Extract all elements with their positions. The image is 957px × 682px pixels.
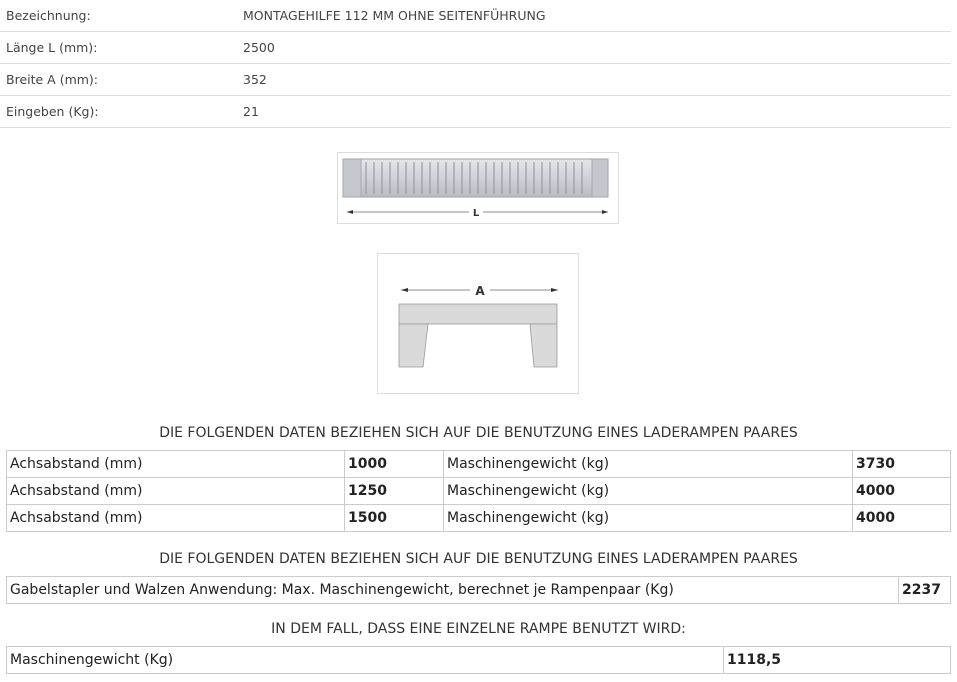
spec-row-laenge <box>0 32 951 64</box>
machine-weight-label: Maschinengewicht (kg) <box>444 505 853 532</box>
table-row <box>7 647 951 674</box>
machine-weight-label: Maschinengewicht (kg) <box>444 451 853 478</box>
section2-heading: DIE FOLGENDEN DATEN BEZIEHEN SICH AUF DIE BENUTZUNG EINES LADERAMPEN PAARES <box>159 551 798 567</box>
axle-label: Achsabstand (mm) <box>7 478 345 505</box>
spec-label: Bezeichnung: <box>6 8 91 23</box>
section3-heading: IN DEM FALL, DASS EINE EINZELNE RAMPE BENUTZT WIRD: <box>271 621 686 637</box>
length-letter: L <box>472 208 480 219</box>
table-row <box>7 451 951 478</box>
single-ramp-label: Maschinengewicht (Kg) <box>7 647 724 674</box>
ramp-cross-section-drawing <box>378 254 578 393</box>
ramp-length-diagram <box>337 152 619 224</box>
axle-label: Achsabstand (mm) <box>7 451 345 478</box>
table-row <box>7 577 951 604</box>
spec-value: 21 <box>243 104 259 119</box>
axle-value: 1250 <box>345 478 444 505</box>
axle-value: 1000 <box>345 451 444 478</box>
spec-row-breite <box>0 64 951 96</box>
spec-value: 2500 <box>243 40 275 55</box>
spec-value: 352 <box>243 72 267 87</box>
spec-row-gewicht <box>0 96 951 128</box>
machine-weight-value: 3730 <box>853 451 951 478</box>
single-ramp-table <box>6 646 951 674</box>
machine-weight-value: 4000 <box>853 478 951 505</box>
spec-label: Länge L (mm): <box>6 40 98 55</box>
axle-distance-table <box>6 450 951 532</box>
section1-heading: DIE FOLGENDEN DATEN BEZIEHEN SICH AUF DIE BENUTZUNG EINES LADERAMPEN PAARES <box>159 425 798 441</box>
spec-label: Eingeben (Kg): <box>6 104 99 119</box>
width-letter: A <box>475 284 485 298</box>
spec-value: MONTAGEHILFE 112 MM OHNE SEITENFÜHRUNG <box>243 8 546 23</box>
ramp-width-diagram <box>377 253 579 394</box>
spec-label: Breite A (mm): <box>6 72 99 87</box>
forklift-table <box>6 576 951 604</box>
axle-value: 1500 <box>345 505 444 532</box>
forklift-label: Gabelstapler und Walzen Anwendung: Max. Maschinengewicht, berechnet je Rampenpaar (Kg) <box>7 577 899 604</box>
machine-weight-value: 4000 <box>853 505 951 532</box>
ramp-top-view-drawing <box>338 153 618 223</box>
machine-weight-label: Maschinengewicht (kg) <box>444 478 853 505</box>
axle-label: Achsabstand (mm) <box>7 505 345 532</box>
spec-row-bezeichnung <box>0 0 951 32</box>
single-ramp-value: 1118,5 <box>724 647 951 674</box>
forklift-value: 2237 <box>899 577 951 604</box>
spec-list <box>0 0 951 128</box>
table-row <box>7 478 951 505</box>
table-row <box>7 505 951 532</box>
